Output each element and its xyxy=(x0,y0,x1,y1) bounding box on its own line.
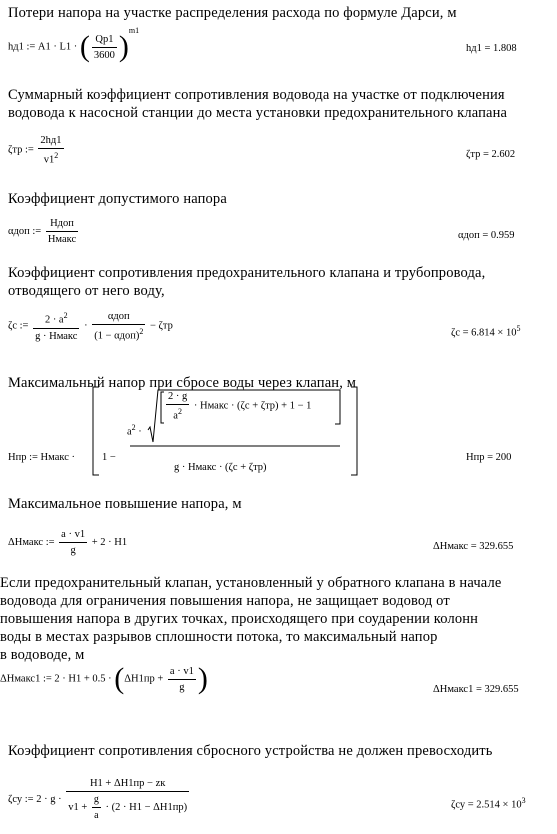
formula-hpr-one: 1 − xyxy=(102,452,116,463)
section4-text-line1: Коэффициент сопротивления предохранительного клапана и трубопровода, xyxy=(8,265,486,281)
formula-hd1-lhs: hд1 := A1 · L1 · xyxy=(8,41,78,53)
formula-zsu[interactable]: ζсу := 2 · g · H1 + ΔH1пр − zк v1 + $\frac{g}{a}$ · (2 · H1 − ΔH1пр) xyxy=(8,778,188,821)
formula-hpr-inner[interactable]: $\frac{2 \cdot g}{a^2}$ · Hмакс · (ζс + ζтр) + 1 − 1 xyxy=(168,391,312,422)
formula-hpr-den: g · Hмакс · (ζс + ζтр) xyxy=(174,462,267,473)
formula-dhmax1[interactable]: ΔHмакс1 := 2 · H1 + 0.5 · (ΔH1пр + $\frac{a \cdot v1}{g}$ ) xyxy=(0,662,208,695)
formula-hpr-a2: $a^2$ · xyxy=(127,423,142,438)
formula-hd1-frac: $\frac{Qp1}{3600}$ xyxy=(93,33,115,61)
section7-text-line1: Если предохранительный клапан, установленный у обратного клапана в начале xyxy=(0,575,502,591)
section2-text-line1: Суммарный коэффициент сопротивления водовода на участке от подключения xyxy=(8,87,505,103)
section8-text: Коэффициент сопротивления сбросного устройства не должен превосходить xyxy=(8,743,493,759)
formula-ztr[interactable]: ζтр := $\frac{2hд1}{v1^2}$ xyxy=(8,135,62,166)
section4-text-line2: отводящего от него воду, xyxy=(8,283,165,299)
result-adop: αдоп = 0.959 xyxy=(458,230,515,241)
section3-text: Коэффициент допустимого напора xyxy=(8,191,227,207)
section7-text-line5: в водоводе, м xyxy=(0,647,85,663)
result-dhmax1: ΔHмакс1 = 329.655 xyxy=(433,684,519,695)
formula-hd1[interactable]: hд1 := A1 · L1 · ( $\frac{Qp1}{3600}$ )$^{m1}$ xyxy=(8,25,140,63)
section5-text: Максимальный напор при сбросе воды через клапан, м xyxy=(8,375,357,391)
formula-hpr-lhs: Hпр := Hмакс · xyxy=(8,452,75,463)
section1-text: Потери напора на участке распределения расхода по формуле Дарси, м xyxy=(8,5,457,21)
formula-zc[interactable]: ζс := $\frac{2 \cdot a^2}{\text{g · Hмакс}}$ · $\frac{\text{αдоп}}{(1 - \alpha доп)^2}$ − ζтр xyxy=(8,311,173,342)
section7-text-line4: воды в местах разрывов сплошности потока, то максимальный напор xyxy=(0,629,438,645)
section2-text-line2: водовода к насосной станции до места установки предохранительного клапана xyxy=(8,105,508,121)
formula-dhmax[interactable]: ΔHмакс := $\frac{a \cdot v1}{g}$ + 2 · H1 xyxy=(8,529,128,556)
result-zc: $\zeta с = 6.814 \times 10^5$ xyxy=(451,324,521,339)
formula-adop[interactable]: αдоп := $\frac{\text{Hдоп}}{\text{Hмакс}}$ xyxy=(8,218,77,245)
result-zsu: $\zeta су = 2.514 \times 10^3$ xyxy=(451,796,526,811)
section7-text-line3: повышения напора в других точках, происходящего при соударении колонн xyxy=(0,611,479,627)
section7-text-line2: водовода для ограничения повышения напора, не защищает водовод от xyxy=(0,593,450,609)
result-ztr: ζтр = 2.602 xyxy=(466,149,516,160)
result-dhmax: ΔHмакс = 329.655 xyxy=(433,541,514,552)
result-hpr: Hпр = 200 xyxy=(466,452,512,463)
section6-text: Максимальное повышение напора, м xyxy=(8,496,242,512)
result-hd1: hд1 = 1.808 xyxy=(466,43,517,54)
